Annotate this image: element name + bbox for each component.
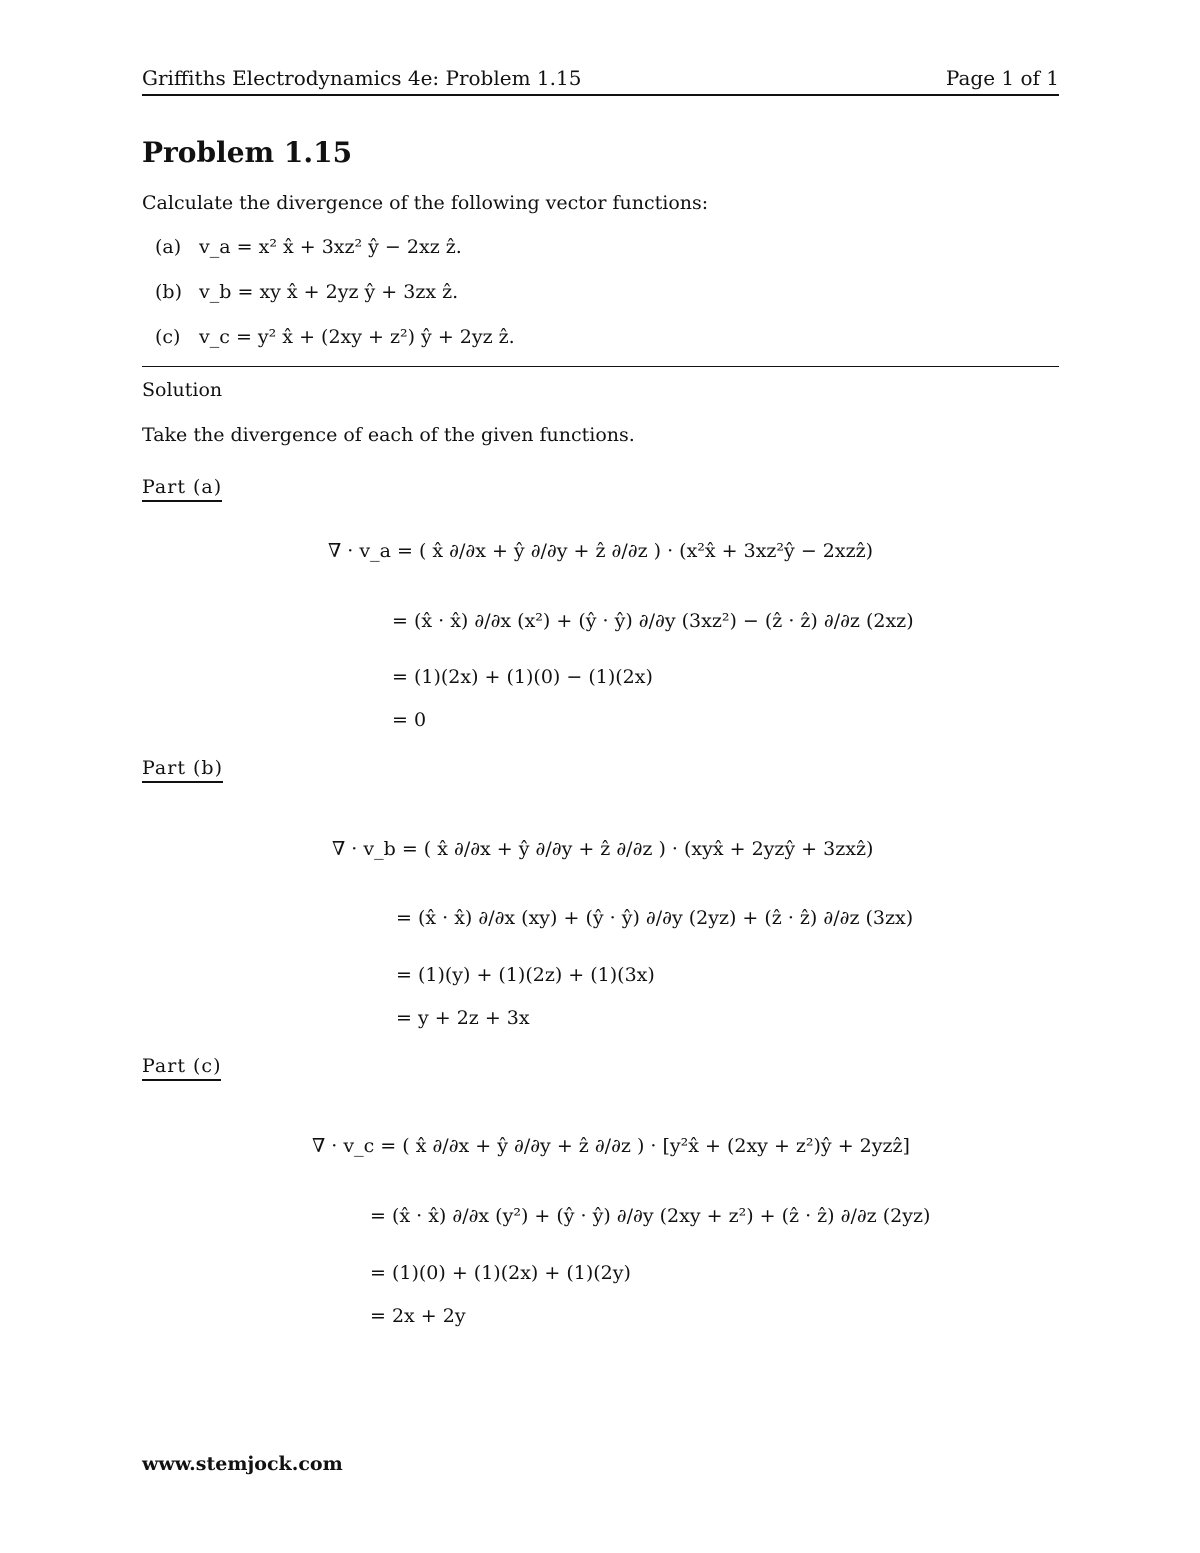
part-c-line-4: = 2x + 2y bbox=[370, 1305, 466, 1327]
part-c-heading: Part (c) bbox=[142, 1055, 221, 1081]
footer-url[interactable]: www.stemjock.com bbox=[142, 1453, 343, 1475]
part-c-line-2: = (x̂ · x̂) ∂/∂x (y²) + (ŷ · ŷ) ∂/∂y (2xy + z²) + (ẑ · ẑ) ∂/∂z (2yz) bbox=[370, 1205, 931, 1227]
part-a-line-3: = (1)(2x) + (1)(0) − (1)(2x) bbox=[392, 666, 653, 688]
item-expression: v_c = y² x̂ + (2xy + z²) ŷ + 2yz ẑ. bbox=[199, 326, 515, 348]
section-divider bbox=[142, 366, 1059, 367]
part-a-line-2: = (x̂ · x̂) ∂/∂x (x²) + (ŷ · ŷ) ∂/∂y (3xz²) − (ẑ · ẑ) ∂/∂z (2xz) bbox=[392, 610, 914, 632]
part-a-heading: Part (a) bbox=[142, 476, 222, 502]
problem-item-b bbox=[155, 281, 458, 303]
problem-item-a bbox=[155, 236, 462, 258]
item-label: (c) bbox=[155, 326, 181, 348]
part-b-line-4: = y + 2z + 3x bbox=[396, 1007, 530, 1029]
part-b-line-2: = (x̂ · x̂) ∂/∂x (xy) + (ŷ · ŷ) ∂/∂y (2yz) + (ẑ · ẑ) ∂/∂z (3zx) bbox=[396, 907, 914, 929]
problem-item-c bbox=[155, 326, 515, 348]
item-expression: v_a = x² x̂ + 3xz² ŷ − 2xz ẑ. bbox=[199, 236, 462, 258]
problem-title: Problem 1.15 bbox=[142, 136, 353, 169]
part-b-heading: Part (b) bbox=[142, 757, 223, 783]
header-page-number: Page 1 of 1 bbox=[945, 66, 1059, 90]
part-c-line-1: ∇ · v_c = ( x̂ ∂/∂x + ŷ ∂/∂y + ẑ ∂/∂z ) · [y²x̂ + (2xy + z²)ŷ + 2yzẑ] bbox=[312, 1135, 910, 1157]
page-header bbox=[142, 66, 1059, 96]
part-c-line-3: = (1)(0) + (1)(2x) + (1)(2y) bbox=[370, 1262, 631, 1284]
solution-intro: Take the divergence of each of the given functions. bbox=[142, 424, 635, 446]
part-b-line-1: ∇ · v_b = ( x̂ ∂/∂x + ŷ ∂/∂y + ẑ ∂/∂z ) · (xyx̂ + 2yzŷ + 3zxẑ) bbox=[332, 838, 874, 860]
problem-statement: Calculate the divergence of the following vector functions: bbox=[142, 192, 709, 214]
item-label: (b) bbox=[155, 281, 182, 303]
header-title: Griffiths Electrodynamics 4e: Problem 1.15 bbox=[142, 66, 582, 90]
part-a-line-4: = 0 bbox=[392, 709, 427, 731]
solution-heading: Solution bbox=[142, 379, 223, 401]
item-label: (a) bbox=[155, 236, 182, 258]
item-expression: v_b = xy x̂ + 2yz ŷ + 3zx ẑ. bbox=[199, 281, 459, 303]
part-a-line-1: ∇ · v_a = ( x̂ ∂/∂x + ŷ ∂/∂y + ẑ ∂/∂z ) · (x²x̂ + 3xz²ŷ − 2xzẑ) bbox=[328, 540, 874, 562]
part-b-line-3: = (1)(y) + (1)(2z) + (1)(3x) bbox=[396, 964, 655, 986]
